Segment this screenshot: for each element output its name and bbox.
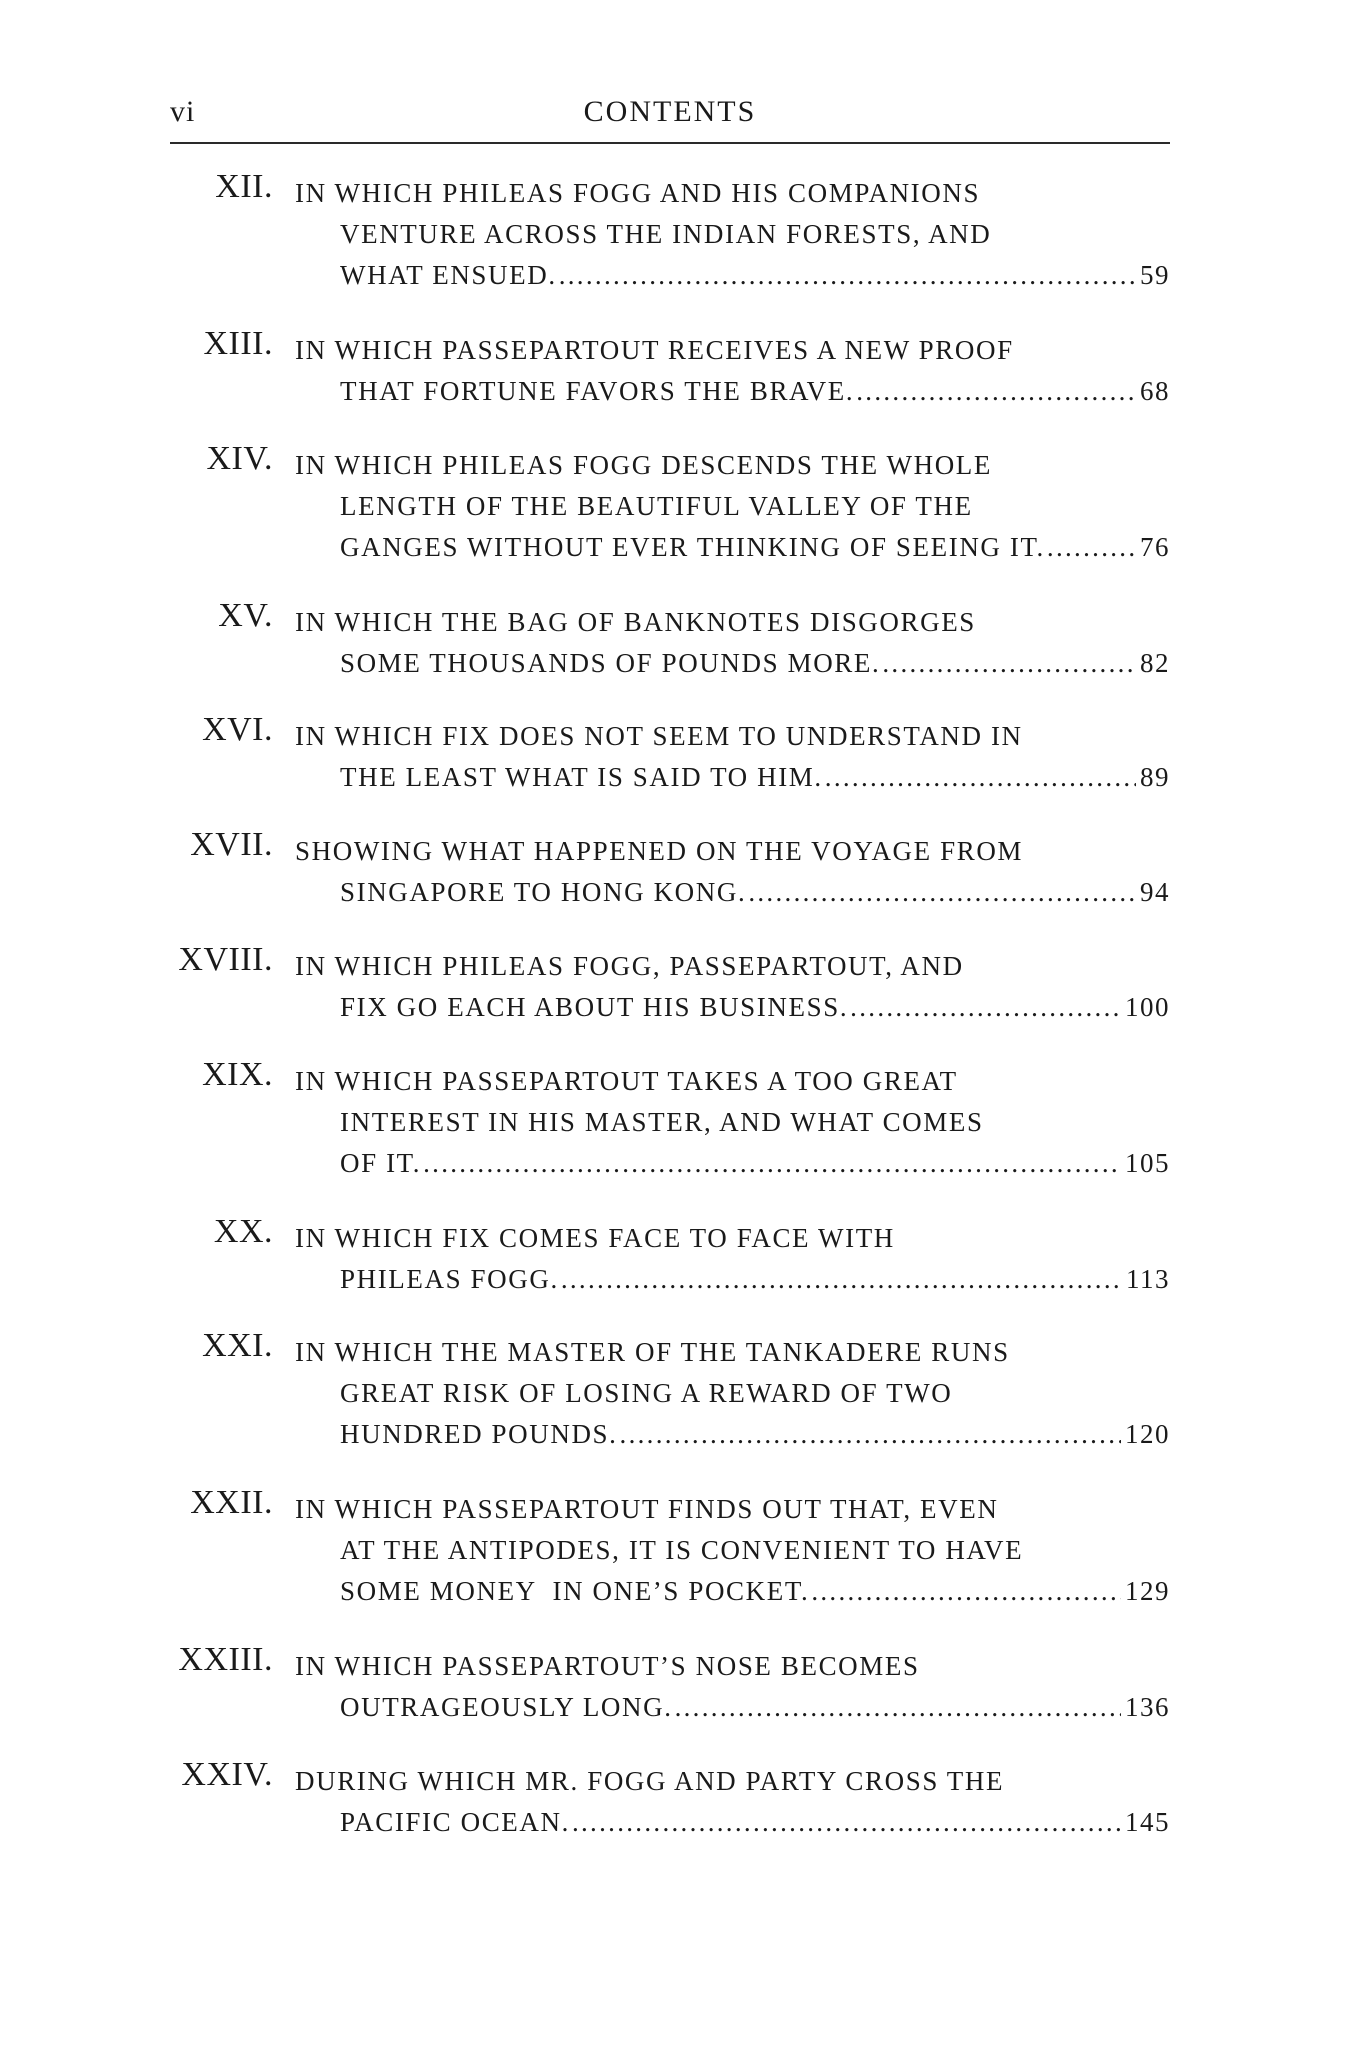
chapter-title-line: PHILEAS FOGG.: [340, 1264, 559, 1294]
chapter-numeral: XIX.: [202, 1056, 273, 1093]
chapter-numeral: XXIV.: [181, 1756, 273, 1793]
page-reference[interactable]: 59: [1140, 260, 1170, 290]
chapter-title-line: IN WHICH PHILEAS FOGG, PASSEPARTOUT, AND: [295, 951, 964, 981]
chapter-title-line: PACIFIC OCEAN.: [340, 1807, 570, 1837]
chapter-title-line: WHAT ENSUED.: [340, 260, 557, 290]
chapter-title-line: DURING WHICH MR. FOGG AND PARTY CROSS THE: [295, 1766, 1005, 1796]
page-reference[interactable]: 120: [1125, 1419, 1170, 1449]
page-reference[interactable]: 113: [1126, 1264, 1170, 1294]
chapter-title-last-line: [340, 254, 1170, 296]
dot-leader: [882, 642, 1136, 684]
chapter-numeral: XII.: [215, 168, 273, 205]
page-reference[interactable]: 94: [1140, 877, 1170, 907]
chapter-title-line: IN WHICH PASSEPARTOUT’S NOSE BECOMES: [295, 1651, 920, 1681]
chapter-title-last-line: [340, 1258, 1170, 1300]
chapter-title-line: IN WHICH PASSEPARTOUT RECEIVES A NEW PROOF: [295, 335, 1014, 365]
chapter-numeral: XXI.: [202, 1327, 273, 1364]
chapter-title-last-line: [340, 642, 1170, 684]
chapter-title-line: IN WHICH THE MASTER OF THE TANKADERE RUNS: [295, 1337, 1010, 1367]
chapter-title-line: IN WHICH THE BAG OF BANKNOTES DISGORGES: [295, 607, 976, 637]
chapter-title-last-line: [340, 871, 1170, 913]
page-reference[interactable]: 89: [1140, 762, 1170, 792]
chapter-title-line: INTEREST IN HIS MASTER, AND WHAT COMES: [340, 1107, 984, 1137]
chapter-title-line: IN WHICH PHILEAS FOGG DESCENDS THE WHOLE: [295, 450, 992, 480]
chapter-numeral: XIII.: [203, 325, 273, 362]
chapter-title-line: OUTRAGEOUSLY LONG.: [340, 1692, 673, 1722]
chapter-numeral: XV.: [218, 597, 273, 634]
running-head-title: CONTENTS: [583, 95, 757, 128]
dot-leader: [561, 1258, 1122, 1300]
page-reference[interactable]: 82: [1140, 648, 1170, 678]
chapter-title-line: SOME MONEY IN ONE’S POCKET.: [340, 1576, 810, 1606]
chapter-title-last-line: [340, 756, 1170, 798]
chapter-numeral: XVI.: [202, 711, 273, 748]
dot-leader: [572, 1801, 1121, 1843]
chapter-title-line: LENGTH OF THE BEAUTIFUL VALLEY OF THE: [340, 491, 973, 521]
page-reference[interactable]: 129: [1125, 1576, 1170, 1606]
chapter-title-last-line: [340, 370, 1170, 412]
dot-leader: [620, 1413, 1121, 1455]
chapter-title-last-line: [340, 986, 1170, 1028]
dot-leader: [748, 871, 1136, 913]
chapter-title-line: GANGES WITHOUT EVER THINKING OF SEEING IT.: [340, 532, 1045, 562]
chapter-title-last-line: [340, 1142, 1170, 1184]
page-header: [170, 92, 1170, 144]
chapter-title-last-line: [340, 1570, 1170, 1612]
chapter-title-last-line: [340, 1413, 1170, 1455]
chapter-title-last-line: [340, 1801, 1170, 1843]
chapter-title-line: IN WHICH FIX COMES FACE TO FACE WITH: [295, 1223, 895, 1253]
dot-leader: [1047, 526, 1136, 568]
dot-leader: [811, 1570, 1121, 1612]
page-reference[interactable]: 76: [1140, 532, 1170, 562]
chapter-numeral: XXIII.: [178, 1641, 273, 1678]
dot-leader: [825, 756, 1136, 798]
chapter-title-last-line: [340, 526, 1170, 568]
chapter-title-line: IN WHICH PASSEPARTOUT FINDS OUT THAT, EVEN: [295, 1494, 999, 1524]
dot-leader: [675, 1686, 1121, 1728]
chapter-title-line: SHOWING WHAT HAPPENED ON THE VOYAGE FROM: [295, 836, 1024, 866]
page-reference[interactable]: 100: [1125, 992, 1170, 1022]
chapter-numeral: XIV.: [206, 440, 273, 477]
chapter-title-line: AT THE ANTIPODES, IT IS CONVENIENT TO HAVE: [340, 1535, 1024, 1565]
chapter-title-line: GREAT RISK OF LOSING A REWARD OF TWO: [340, 1378, 953, 1408]
page-reference[interactable]: 68: [1140, 376, 1170, 406]
dot-leader: [423, 1142, 1121, 1184]
chapter-title-line: IN WHICH FIX DOES NOT SEEM TO UNDERSTAND IN: [295, 721, 1023, 751]
chapter-title-line: OF IT.: [340, 1148, 422, 1178]
chapter-title-line: THE LEAST WHAT IS SAID TO HIM.: [340, 762, 823, 792]
page-reference[interactable]: 136: [1125, 1692, 1170, 1722]
chapter-title-last-line: [340, 1686, 1170, 1728]
chapter-title-line: VENTURE ACROSS THE INDIAN FORESTS, AND: [340, 219, 992, 249]
page-reference[interactable]: 105: [1125, 1148, 1170, 1178]
chapter-numeral: XVII.: [190, 826, 273, 863]
page-number: vi: [170, 95, 196, 128]
chapter-title-line: IN WHICH PASSEPARTOUT TAKES A TOO GREAT: [295, 1066, 958, 1096]
page-reference[interactable]: 145: [1125, 1807, 1170, 1837]
chapter-numeral: XX.: [213, 1213, 273, 1250]
dot-leader: [856, 370, 1136, 412]
chapter-numeral: XVIII.: [178, 941, 273, 978]
chapter-numeral: XXII.: [190, 1484, 273, 1521]
chapter-title-line: FIX GO EACH ABOUT HIS BUSINESS.: [340, 992, 849, 1022]
dot-leader: [559, 254, 1136, 296]
chapter-title-line: SOME THOUSANDS OF POUNDS MORE.: [340, 648, 881, 678]
chapter-title-line: IN WHICH PHILEAS FOGG AND HIS COMPANIONS: [295, 178, 981, 208]
chapter-title-line: SINGAPORE TO HONG KONG.: [340, 877, 747, 907]
chapter-title-line: THAT FORTUNE FAVORS THE BRAVE.: [340, 376, 855, 406]
chapter-title-line: HUNDRED POUNDS.: [340, 1419, 618, 1449]
dot-leader: [850, 986, 1121, 1028]
